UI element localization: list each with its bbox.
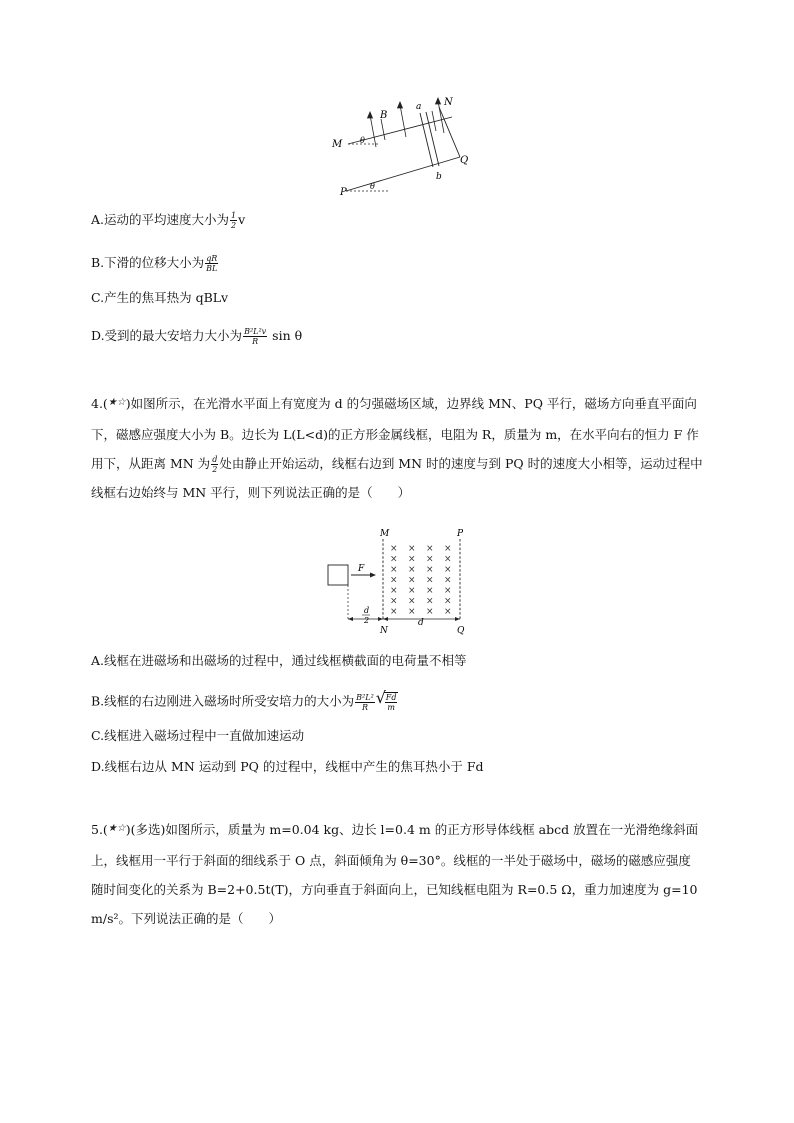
- field-cross-mark: ×: [444, 596, 452, 607]
- incline-rails-figure: [320, 95, 480, 200]
- field-cross-mark: ×: [426, 544, 434, 554]
- magnetic-field-figure: [320, 527, 480, 637]
- field-cross-mark: ×: [444, 575, 452, 586]
- q3-option-a: A.运动的平均速度大小为 $\frac{1}{2}$ v: [91, 211, 246, 230]
- q5-stem: 5.(★☆)(多选)如图所示，质量为 m=0.04 kg、边长 l=0.4 m 的正方形导体线框 abcd 放置在一光滑绝缘斜面上，线框用一平行于斜面的细线系于 O 点，斜面倾角为 θ=30°。线框的一半处于磁场中，磁场的磁感应强度随时间变化的关系为 B=2+0.5t(T)，方向垂直于斜面向上，已知线框电阻为 R=0.5 Ω，重力加速度为 g=10 m/s²。下列说法正确的是（ ）: [91, 815, 703, 933]
- field-cross-mark: ×: [426, 607, 434, 617]
- field-cross-mark: ×: [444, 586, 452, 596]
- q3-option-d: D.受到的最大安培力大小为 $\frac{\text{B²L²v}}{R}$ sin θ: [91, 327, 303, 346]
- field-cross-mark: ×: [426, 565, 434, 575]
- field-cross-mark: ×: [426, 554, 434, 565]
- label-d-half-den: 2: [364, 616, 370, 625]
- field-cross-mark: ×: [408, 554, 416, 565]
- label-B: B: [380, 110, 388, 121]
- fraction-d-half: $\frac{d}{2}$: [212, 455, 218, 474]
- q4-option-d: D.线框右边从 MN 运动到 PQ 的过程中，线框中产生的焦耳热小于 Fd: [91, 759, 484, 774]
- fraction-one-half: $\frac{1}{2}$: [231, 211, 237, 230]
- field-cross-mark: ×: [408, 575, 416, 586]
- field-cross-mark: ×: [444, 565, 452, 575]
- field-cross-mark: ×: [408, 607, 416, 617]
- label-theta-upper: θ: [360, 136, 365, 145]
- label-b: b: [436, 172, 442, 182]
- q4-option-b: B.线框的右边刚进入磁场时所受安培力的大小为 $\frac{\text{B²L²}}{R}$ √ $\frac{Fd}{m}$: [91, 688, 397, 712]
- label-a: a: [416, 102, 422, 112]
- field-cross-mark: ×: [426, 596, 434, 607]
- field-cross-mark: ×: [390, 554, 398, 565]
- field-cross-mark: ×: [408, 596, 416, 607]
- field-cross-mark: ×: [390, 575, 398, 586]
- fraction-B2L2-R: $\frac{\text{B²L²}}{R}$: [356, 692, 374, 712]
- field-cross-mark: ×: [408, 565, 416, 575]
- label-N2: N: [380, 626, 388, 636]
- label-Q: Q: [460, 155, 469, 166]
- field-cross-mark: ×: [390, 544, 398, 554]
- q4-stem: 4.(★☆)如图所示，在光滑水平面上有宽度为 d 的匀强磁场区域，边界线 MN、PQ 平行，磁场方向垂直平面向下，磁感应强度大小为 B。边长为 L(L<d)的正方形金属线框，电阻为 R，质量为 m，在水平向右的恒力 F 作用下，从距离 MN 为 $\frac{d}{2}$ 处由静止开始运动，线框右边到 MN 时的速度与到 PQ 时的速度大小相等，运动过程中线框右边始终与 MN 平行，则下列说法正确的是（ ）: [91, 389, 703, 507]
- label-P: P: [340, 187, 347, 198]
- field-cross-mark: ×: [390, 565, 398, 575]
- difficulty-star-icon: ★☆: [107, 397, 126, 408]
- field-cross-mark: ×: [408, 544, 416, 554]
- label-theta-lower: θ: [370, 182, 375, 191]
- field-cross-mark: ×: [390, 596, 398, 607]
- field-cross-mark: ×: [444, 554, 452, 565]
- fraction-qR-BL: $\frac{qR}{BL}$: [206, 254, 218, 273]
- field-cross-mark: ×: [444, 544, 452, 554]
- q3-option-b: B.下滑的位移大小为 $\frac{qR}{BL}$: [91, 254, 218, 273]
- label-F: F: [358, 564, 365, 574]
- label-M: M: [332, 139, 343, 150]
- field-cross-mark: ×: [426, 575, 434, 586]
- field-cross-mark: ×: [444, 607, 452, 617]
- label-d: d: [418, 618, 424, 628]
- label-N: N: [444, 97, 453, 108]
- fraction-B2L2v-R: $\frac{\text{B²L²v}}{R}$: [244, 327, 267, 346]
- label-P2: P: [457, 529, 464, 539]
- field-cross-mark: ×: [390, 586, 398, 596]
- q4-option-a: A.线框在进磁场和出磁场的过程中，通过线框横截面的电荷量不相等: [91, 653, 467, 668]
- label-M2: M: [380, 529, 390, 539]
- field-cross-mark: ×: [408, 586, 416, 596]
- q4-option-c: C.线框进入磁场过程中一直做加速运动: [91, 728, 305, 743]
- difficulty-star-icon: ★☆: [107, 823, 126, 834]
- sqrt-Fd-over-m: √ $\frac{Fd}{m}$: [375, 688, 397, 712]
- q3-option-c: C.产生的焦耳热为 qBLv: [91, 290, 229, 305]
- field-cross-mark: ×: [390, 607, 398, 617]
- label-d-half-num: d: [364, 606, 370, 615]
- label-Q2: Q: [457, 626, 465, 636]
- field-cross-mark: ×: [426, 586, 434, 596]
